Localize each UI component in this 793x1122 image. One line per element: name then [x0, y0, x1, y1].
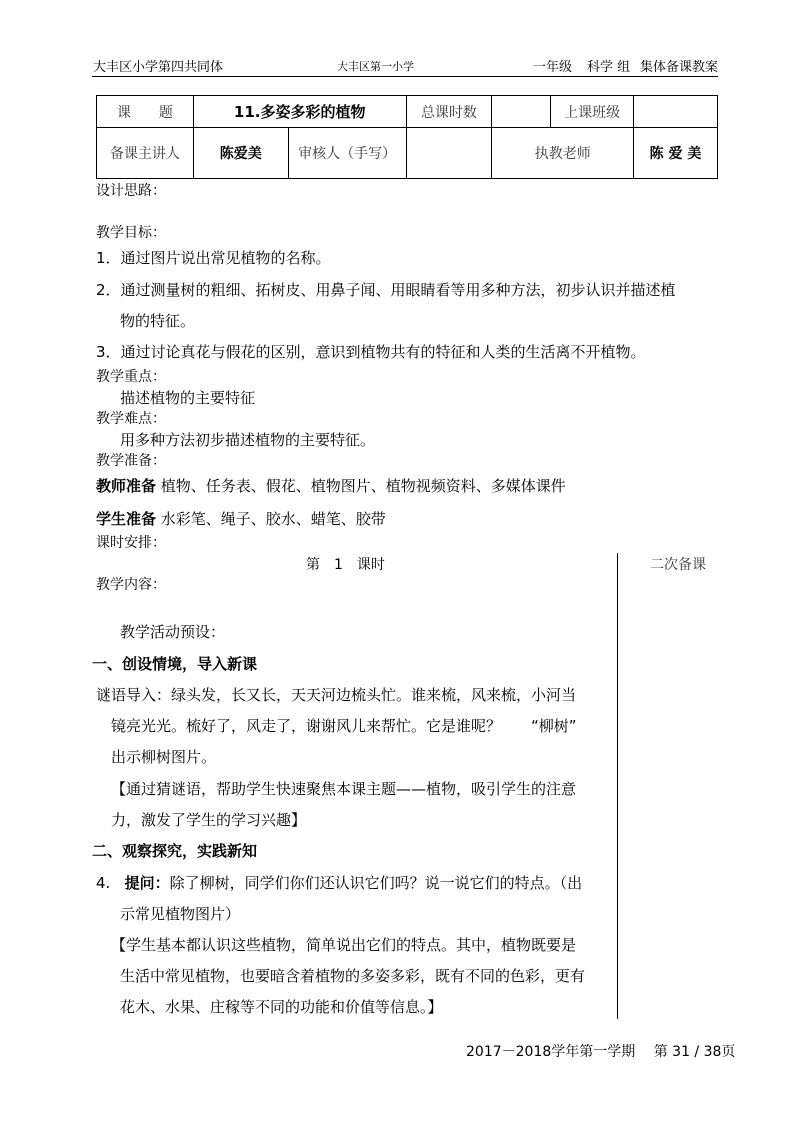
lesson-info-table: [96, 95, 718, 179]
objective-2: [96, 279, 676, 300]
difficulty-label: 教学难点：: [96, 411, 166, 427]
header-rule: [92, 76, 718, 77]
second-prep-divider: [617, 553, 618, 1019]
header-subject: 科学 组: [587, 60, 631, 75]
section-1-line-3: 出示柳树图片。: [111, 748, 217, 766]
section-1-title: 一、创设情境，导入新课: [92, 655, 258, 673]
header-grade: 一年级: [533, 60, 573, 75]
key-point-text: 描述植物的主要特征: [120, 389, 256, 407]
reviewer-label: 审核人（手写）: [288, 128, 406, 179]
preparation-label: 教学准备：: [96, 453, 166, 469]
section-2-note-1: 【学生基本都认识这些植物，简单说出它们的特点。其中，植物既要是: [111, 936, 577, 954]
teacher-prep: [96, 475, 566, 496]
total-hours-value: [492, 96, 551, 128]
section-2-ask: [96, 872, 582, 893]
teacher-value: 陈 爱 美: [634, 128, 718, 179]
section-1-line-2: 镜亮光光。梳好了，风走了，谢谢风儿来帮忙。它是谁呢？ “柳树”: [111, 717, 577, 735]
section-2-title: 二、观察探究，实践新知: [92, 842, 258, 860]
class-value: [634, 96, 718, 128]
section-2-note-3: 花木、水果、庄稼等不同的功能和价值等信息。】: [120, 998, 443, 1016]
objective-2-num: 2．: [96, 281, 121, 299]
student-prep-label: 学生准备: [96, 510, 157, 528]
objective-3-num: 3．: [96, 343, 121, 361]
ask-text: 除了柳树，同学们你们还认识它们吗？说一说它们的特点。（出: [169, 874, 583, 892]
design-thinking-label: 设计思路：: [96, 183, 166, 199]
section-1-note-2: 力，激发了学生的学习兴趣】: [111, 811, 307, 829]
total-hours-label: 总课时数: [406, 96, 492, 128]
objective-3: [96, 341, 646, 362]
content-label: 教学内容：: [96, 577, 166, 593]
lesson-title: 第 1 课时: [306, 557, 385, 573]
page-footer: 2017－2018学年第一学期 第 31 / 38页: [466, 1044, 736, 1060]
student-prep-items: 水彩笔、绳子、胶水、蜡笔、胶带: [160, 510, 386, 528]
difficulty-text: 用多种方法初步描述植物的主要特征。: [120, 431, 376, 449]
reviewer-value: [406, 128, 492, 179]
teacher-prep-label: 教师准备: [96, 477, 157, 495]
section-2-ask-cont: 示常见植物图片）: [120, 905, 241, 923]
section-2-note-2: 生活中常见植物，也要暗含着植物的多姿多彩，既有不同的色彩，更有: [120, 967, 586, 985]
teacher-label: 执教老师: [492, 128, 634, 179]
ask-label: 提问：: [124, 874, 170, 892]
student-prep: [96, 508, 386, 529]
presenter-value: 陈爱美: [193, 128, 288, 179]
objective-2-cont: 物的特征。: [120, 312, 196, 330]
topic-label: 课 题: [97, 96, 194, 128]
schedule-label: 课时安排：: [96, 535, 166, 551]
section-2-num: 4.: [96, 874, 111, 892]
section-1-line-1: 谜语导入：绿头发，长又长，天天河边梳头忙。谁来梳，风来梳，小河当: [96, 686, 577, 704]
objective-1-text: 通过图片说出常见植物的名称。: [120, 249, 331, 267]
activity-label: 教学活动预设：: [120, 623, 226, 641]
class-label: 上课班级: [551, 96, 634, 128]
key-point-label: 教学重点：: [96, 369, 166, 385]
teacher-prep-items: 植物、任务表、假花、植物图片、植物视频资料、多媒体课件: [160, 477, 566, 495]
topic-value: 11.多姿多彩的植物: [193, 96, 406, 128]
objective-3-text: 通过讨论真花与假花的区别，意识到植物共有的特征和人类的生活离不开植物。: [120, 343, 646, 361]
header-school-group: 大丰区小学第四共同体: [93, 60, 224, 75]
objective-2-text: 通过测量树的粗细、拓树皮、用鼻子闻、用眼睛看等用多种方法，初步认识并描述植: [120, 281, 676, 299]
section-1-note-1: 【通过猜谜语，帮助学生快速聚焦本课主题——植物，吸引学生的注意: [111, 780, 577, 798]
presenter-label: 备课主讲人: [97, 128, 194, 179]
objectives-label: 教学目标：: [96, 225, 166, 241]
header-school: 大丰区第一小学: [337, 60, 414, 73]
second-prep-label: 二次备课: [650, 557, 706, 573]
objective-1: [96, 247, 331, 268]
header-doc-type: 集体备课教案: [640, 60, 719, 75]
objective-1-num: 1．: [96, 249, 121, 267]
